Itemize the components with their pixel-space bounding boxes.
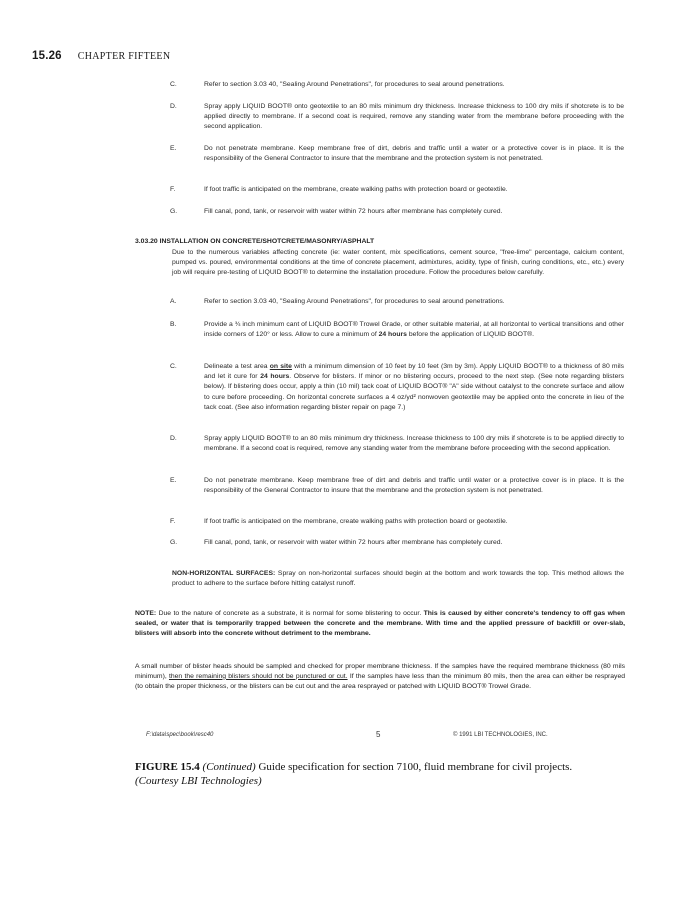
non-horizontal-surfaces (172, 569, 624, 589)
running-head (32, 46, 170, 60)
item-text: Spray apply LIQUID BOOT® to an 80 mils minimum dry thickness. Increase thickness to 100 dry mils if shotcrete is to be applied directly to membrane. If a second coat is required, remove any standing water from the membrane before proceeding with the second application. (204, 435, 624, 453)
item-text-bold: 24 hours (260, 373, 290, 381)
note-text: Due to the nature of concrete as a substrate, it is normal for some blistering to occur. (156, 610, 424, 617)
note-paragraph (135, 609, 625, 638)
item-text: If foot traffic is anticipated on the membrane, create walking paths with protection board or geotextile. (204, 518, 508, 525)
item-text: If foot traffic is anticipated on the membrane, create walking paths with protection board or geotextile. (204, 186, 508, 193)
item-text: Fill canal, pond, tank, or reservoir with water within 72 hours after membrane has completely cured. (204, 208, 503, 215)
figure-courtesy: (Courtesy LBI Technologies) (135, 775, 262, 787)
item-text-part: Delineate a test area (204, 363, 270, 370)
item-letter: C. (170, 363, 177, 370)
chapter-title: CHAPTER FIFTEEN (77, 51, 171, 62)
figure-continued: (Continued) (202, 761, 256, 773)
figure-label: FIGURE 15.4 (135, 761, 200, 773)
item-letter: E. (170, 477, 177, 484)
item-text-part: Provide a ¾ inch minimum cant of LIQUID BOOT® Trowel Grade, or other suitable material, at all horizontal to vertical transitions and other inside corners of 120° or less. Allow to cure a minimum of (204, 321, 624, 339)
item-text-part: with a minimum dimension of 10 feet by 10 feet (3m by 3m). Apply LIQUID BOOT® to a thickness of 80 mils and let it cure for (204, 363, 624, 381)
item-letter: G. (170, 208, 178, 215)
item-letter: F. (170, 518, 176, 525)
blister-underline-text: then the remaining blisters should not be punctured or cut. (168, 672, 348, 680)
item-text-bold: 24 hours (378, 331, 407, 339)
item-text-part: before the application of LIQUID BOOT®. (406, 331, 534, 339)
figure-caption (135, 760, 635, 788)
item-letter: C. (170, 81, 177, 88)
item-text: Fill canal, pond, tank, or reservoir with water within 72 hours after membrane has completely cured. (204, 539, 503, 546)
footer-copyright: © 1991 LBI TECHNOLOGIES, INC. (453, 732, 548, 738)
blister-text: A small number of blister heads should be sampled and checked for proper membrane thickness. If the samples have the required membrane thickness (80 mils minimum), (135, 663, 625, 680)
footer-page-number: 5 (376, 730, 381, 739)
figure-caption-text: Guide specification for section 7100, fluid membrane for civil projects. (255, 761, 573, 773)
item-text (204, 362, 624, 413)
non-horizontal-text: Spray on non-horizontal surfaces should begin at the bottom and work towards the top. This method allows the product to adhere to the surface before hitting catalyst runoff. (172, 570, 624, 587)
item-letter: A. (170, 298, 177, 305)
item-text: Do not penetrate membrane. Keep membrane free of dirt, debris and traffic until a water or a protective cover is in place. It is the responsibility of the General Contractor to insure that the membrane and the protection system is not penetrated. (204, 145, 624, 163)
item-letter: D. (170, 103, 177, 110)
item-text-underline: on site (269, 363, 292, 370)
note-bold-text: This is caused by either concrete's tendency to off gas when sealed, or water that is temporarily trapped between the concrete and the membrane. With time and the applied pressure of backfill or over-slab, blisters will absorb into the concrete without detriment to the membrane. (135, 610, 625, 637)
section-heading: 3.03.20 INSTALLATION ON CONCRETE/SHOTCRETE/MASONRY/ASPHALT (135, 238, 375, 245)
item-text: Do not penetrate membrane. Keep membrane free of dirt and debris and traffic until water or a protective cover is in place. It is the responsibility of the General Contractor to insure that the membrane and the protection system is not penetrated. (204, 477, 624, 495)
item-letter: F. (170, 186, 176, 193)
item-text (204, 320, 624, 340)
item-text: Spray apply LIQUID BOOT® onto geotextile to an 80 mils minimum dry thickness. Increase thickness to 100 dry mils if shotcrete is to be applied directly to membrane. If a second coat is required, remove any standing water from the membrane before proceeding with the second application. (204, 103, 624, 131)
item-letter: E. (170, 145, 177, 152)
item-letter: B. (170, 321, 177, 328)
item-text-part: . Observe for blisters. If minor or no blistering occurs, proceed to the next step. (See note regarding blisters below). If blistering does occur, apply a thin (10 mil) tack coat of LIQUID BOOT® "A" side without catalyst to the concrete surface and allow to cure before proceeding. On horizontal concrete surfaces a 4 oz/yd² nonwoven geotextile may be applied onto the concrete in lieu of the tack coat. (See also information regarding blister repair on page 7.) (204, 373, 625, 411)
note-label: NOTE: (135, 610, 157, 617)
footer-file-path: F:\data\spec\book\resc40 (146, 732, 214, 738)
section-intro: Due to the numerous variables affecting concrete (ie: water content, mix specifications, cement source, "free-lime" percentage, calcium content, pumped vs. poured, environmental conditions at the time of concrete placement, admixtures, acidity, type of finish, curing conditions, etc., etc.) every job will require pre-testing of LIQUID BOOT® to determine the installation procedure. Follow the procedures below carefully. (172, 249, 624, 276)
non-horizontal-label: NON-HORIZONTAL SURFACES: (172, 570, 276, 577)
item-letter: G. (170, 539, 178, 546)
blister-text: If the samples have less than the minimum 80 mils, then the area can either be resprayed (to obtain the proper thickness, or the blisters can be cut out and the area resprayed or patched with LIQUID BOOT® Trowel Grade. (135, 672, 626, 690)
item-letter: D. (170, 435, 177, 442)
blister-paragraph (135, 662, 625, 691)
item-text: Refer to section 3.03 40, "Sealing Around Penetrations", for procedures to seal around penetrations. (204, 81, 505, 88)
item-text: Refer to section 3.03 40, "Sealing Around Penetrations", for procedures to seal around penetrations. (204, 298, 505, 305)
page-number: 15.26 (32, 50, 62, 62)
